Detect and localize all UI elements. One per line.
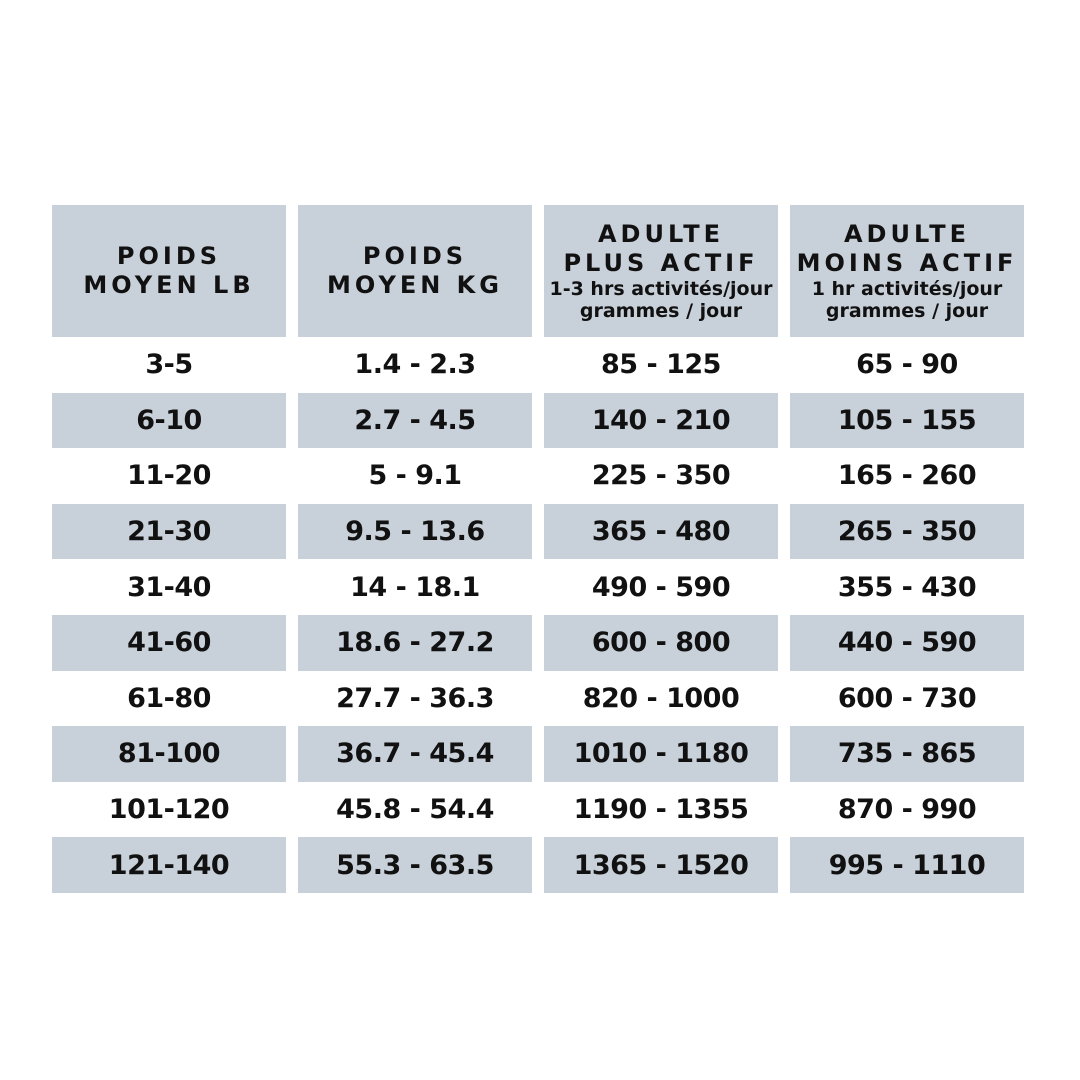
- table-cell: 41-60: [52, 615, 286, 671]
- table-cell: 31-40: [127, 571, 211, 603]
- header-title: POIDS: [362, 242, 468, 270]
- header-subtitle: 1-3 hrs activités/jour: [549, 278, 773, 300]
- table-cell: 101-120: [108, 794, 230, 826]
- table-cell: 45.8 - 54.4: [336, 794, 494, 826]
- table-cell: 55.3 - 63.5: [298, 837, 532, 893]
- header-cell-weight-lb: [52, 205, 286, 337]
- table-cell: 600 - 730: [837, 682, 977, 714]
- table-cell: 265 - 350: [790, 504, 1024, 560]
- table-cell: 21-30: [52, 504, 286, 560]
- table-row: [52, 393, 1028, 449]
- table-row: [52, 337, 1028, 393]
- table-cell: 5 - 9.1: [368, 460, 462, 492]
- table-cell: 65 - 90: [856, 349, 958, 381]
- table-cell: 105 - 155: [790, 393, 1024, 449]
- table-cell: 11-20: [127, 460, 211, 492]
- table-cell: 121-140: [52, 837, 286, 893]
- header-title: MOYEN KG: [327, 271, 503, 299]
- table-cell: 36.7 - 45.4: [298, 726, 532, 782]
- table-row: [52, 559, 1028, 615]
- header-cell-adult-less-active: [790, 205, 1024, 337]
- table-cell: 61-80: [127, 682, 211, 714]
- table-cell: 27.7 - 36.3: [336, 682, 494, 714]
- table-cell: 2.7 - 4.5: [298, 393, 532, 449]
- table-row: [52, 726, 1028, 782]
- table-row: [52, 615, 1028, 671]
- table-cell: 3-5: [145, 349, 193, 381]
- table-cell: 1190 - 1355: [573, 794, 749, 826]
- table-cell: 870 - 990: [837, 794, 977, 826]
- table-cell: 355 - 430: [837, 571, 977, 603]
- table-cell: 165 - 260: [837, 460, 977, 492]
- table-cell: 1365 - 1520: [544, 837, 778, 893]
- table-cell: 995 - 1110: [790, 837, 1024, 893]
- header-cell-weight-kg: [298, 205, 532, 337]
- table-cell: 6-10: [52, 393, 286, 449]
- table-cell: 140 - 210: [544, 393, 778, 449]
- table-row: [52, 448, 1028, 504]
- header-title: ADULTE: [597, 220, 725, 248]
- header-title: MOINS ACTIF: [796, 249, 1018, 277]
- table-cell: 18.6 - 27.2: [298, 615, 532, 671]
- table-cell: 735 - 865: [790, 726, 1024, 782]
- table-cell: 490 - 590: [591, 571, 731, 603]
- header-title: PLUS ACTIF: [563, 249, 759, 277]
- header-subtitle: 1 hr activités/jour: [811, 278, 1003, 300]
- table-row: [52, 671, 1028, 727]
- header-title: MOYEN LB: [83, 271, 255, 299]
- table-cell: 1010 - 1180: [544, 726, 778, 782]
- table-row: [52, 782, 1028, 838]
- table-row: [52, 504, 1028, 560]
- feeding-table: [52, 205, 1028, 893]
- header-subtitle: grammes / jour: [825, 300, 989, 322]
- table-cell: 1.4 - 2.3: [354, 349, 476, 381]
- table-cell: 81-100: [52, 726, 286, 782]
- table-cell: 85 - 125: [601, 349, 721, 381]
- header-cell-adult-more-active: [544, 205, 778, 337]
- table-cell: 225 - 350: [591, 460, 731, 492]
- header-title: ADULTE: [843, 220, 971, 248]
- table-header-row: [52, 205, 1028, 337]
- table-cell: 365 - 480: [544, 504, 778, 560]
- table-row: [52, 837, 1028, 893]
- table-cell: 9.5 - 13.6: [298, 504, 532, 560]
- table-cell: 440 - 590: [790, 615, 1024, 671]
- table-cell: 14 - 18.1: [350, 571, 480, 603]
- header-subtitle: grammes / jour: [579, 300, 743, 322]
- table-cell: 820 - 1000: [582, 682, 740, 714]
- table-cell: 600 - 800: [544, 615, 778, 671]
- header-title: POIDS: [116, 242, 222, 270]
